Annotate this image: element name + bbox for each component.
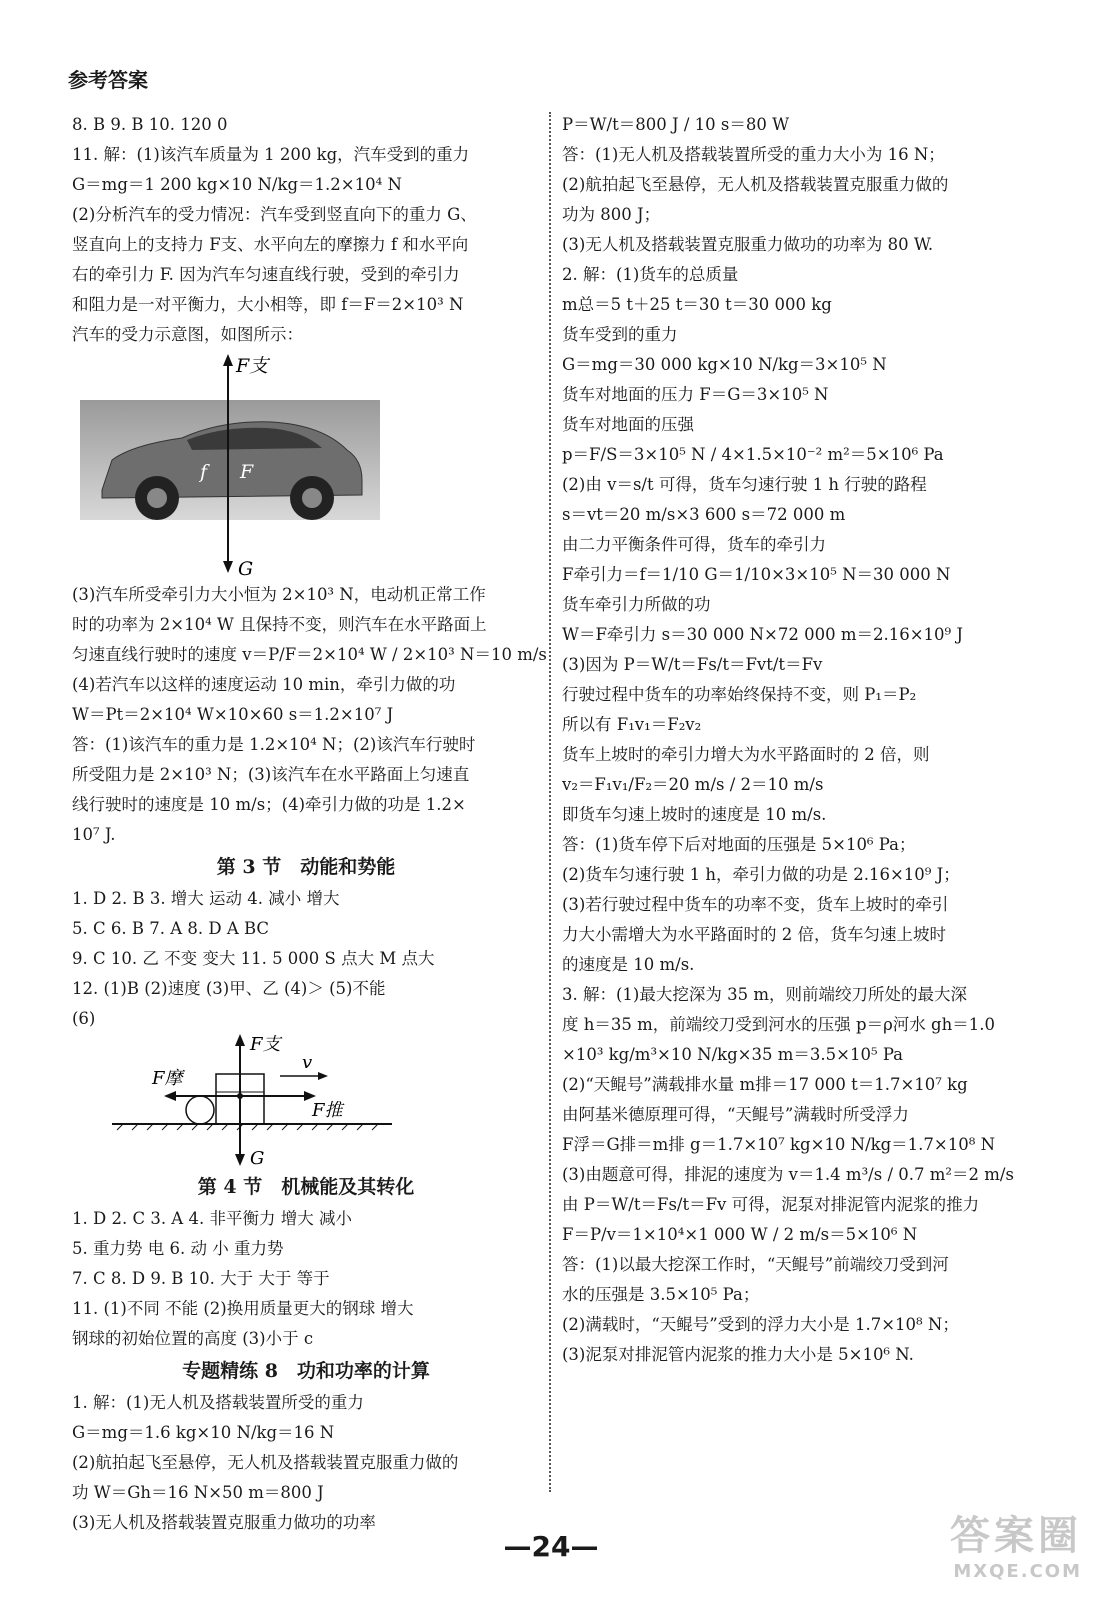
section-3-answers (72, 884, 540, 1034)
text-line: 5. 重力势 电 6. 动 小 重力势 (72, 1239, 284, 1258)
gravity-label: G (238, 558, 254, 580)
text-line: 货车对地面的压强 (562, 415, 694, 434)
text-line: (3)泥泵对排泥管内泥浆的推力大小是 5×10⁶ N. (562, 1345, 914, 1364)
text-line: (2)航拍起飞至悬停，无人机及搭载装置克服重力做的 (72, 1453, 459, 1472)
watermark-logo: 答案圈 (950, 1513, 1082, 1559)
text-line: 时的功率为 2×10⁴ W 且保持不变，则汽车在水平路面上 (72, 615, 487, 634)
text-line: 答：(1)该汽车的重力是 1.2×10⁴ N；(2)该汽车行驶时 (72, 735, 476, 754)
text-line: 2. 解：(1)货车的总质量 (562, 265, 739, 284)
text-line: (2)满载时，“天鲲号”受到的浮力大小是 1.7×10⁸ N； (562, 1315, 959, 1334)
text-line: 1. 解：(1)无人机及搭载装置所受的重力 (72, 1393, 364, 1412)
special-8-answers (72, 1388, 540, 1538)
support-force-label: F支 (236, 355, 269, 377)
page-number: —24— (503, 1530, 599, 1563)
text-line: 力大小需增大为水平路面时的 2 倍，货车匀速上坡时 (562, 925, 946, 944)
watermark-url: MXQE.COM (953, 1561, 1082, 1582)
text-line: (3)无人机及搭载装置克服重力做功的功率为 80 W. (562, 235, 934, 254)
text-line: 8. B 9. B 10. 120 0 (72, 115, 228, 134)
text-line: (2)由 v＝s/t 可得，货车匀速行驶 1 h 行驶的路程 (562, 475, 927, 494)
text-line: 答：(1)货车停下后对地面的压强是 5×10⁶ Pa； (562, 835, 916, 854)
traction-label: F (240, 461, 254, 483)
text-line: 1. D 2. C 3. A 4. 非平衡力 增大 减小 (72, 1209, 352, 1228)
text-line: (3)由题意可得，排泥的速度为 v＝1.4 m³/s / 0.7 m²＝2 m/s (562, 1165, 1014, 1184)
text-line: W＝F牵引力 s＝30 000 N×72 000 m＝2.16×10⁹ J (562, 625, 964, 644)
watermark (950, 1504, 1082, 1582)
text-line: 由阿基米德原理可得，“天鲲号”满载时所受浮力 (562, 1105, 909, 1124)
text-line: (2)分析汽车的受力情况：汽车受到竖直向下的重力 G、 (72, 205, 477, 224)
text-line: (6) (72, 1009, 96, 1028)
car-force-diagram (72, 350, 540, 580)
text-line: 由二力平衡条件可得，货车的牵引力 (562, 535, 826, 554)
page-header: 参考答案 (68, 68, 148, 92)
text-line: 由 P＝W/t＝Fs/t＝Fv 可得，泥泵对排泥管内泥浆的推力 (562, 1195, 980, 1214)
block-force-svg (72, 1034, 540, 1170)
text-line: 9. C 10. 乙 不变 变大 11. 5 000 S 点大 M 点大 (72, 949, 435, 968)
text-line: v₂＝F₁v₁/F₂＝20 m/s / 2＝10 m/s (562, 775, 824, 794)
text-line: 钢球的初始位置的高度 (3)小于 c (72, 1329, 314, 1348)
block-force-diagram (72, 1034, 540, 1170)
text-line: 10⁷ J. (72, 825, 116, 844)
text-line: 货车受到的重力 (562, 325, 678, 344)
text-line: 所受阻力是 2×10³ N；(3)该汽车在水平路面上匀速直 (72, 765, 470, 784)
f-support-label: F支 (250, 1034, 281, 1055)
text-line: 5. C 6. B 7. A 8. D A BC (72, 919, 270, 938)
text-line: (3)汽车所受牵引力大小恒为 2×10³ N，电动机正常工作 (72, 585, 486, 604)
special-8-title: 专题精练 8 功和功率的计算 (182, 1360, 430, 1382)
text-line: 功为 800 J； (562, 205, 661, 224)
text-line: 即货车匀速上坡时的速度是 10 m/s. (562, 805, 827, 824)
text-line: 竖直向上的支持力 F支、水平向左的摩擦力 f 和水平向 (72, 235, 469, 254)
text-line: 货车上坡时的牵引力增大为水平路面时的 2 倍，则 (562, 745, 930, 764)
text-line: 货车对地面的压力 F＝G＝3×10⁵ N (562, 385, 829, 404)
section-4-title: 第 4 节 机械能及其转化 (197, 1176, 415, 1198)
text-line: (3)无人机及搭载装置克服重力做功的功率 (72, 1513, 376, 1532)
text-line: 右的牵引力 F. 因为汽车匀速直线行驶，受到的牵引力 (72, 265, 460, 284)
g-label: G (250, 1148, 265, 1169)
text-line: 11. (1)不同 不能 (2)换用质量更大的钢球 增大 (72, 1299, 414, 1318)
velocity-label: v (302, 1052, 313, 1073)
text-line: (2)航拍起飞至悬停，无人机及搭载装置克服重力做的 (562, 175, 949, 194)
text-line: (4)若汽车以这样的速度运动 10 min，牵引力做的功 (72, 675, 456, 694)
text-line: ×10³ kg/m³×10 N/kg×35 m＝3.5×10⁵ Pa (562, 1045, 904, 1064)
text-line: 行驶过程中货车的功率始终保持不变，则 P₁＝P₂ (562, 685, 917, 704)
text-line: F＝P/v＝1×10⁴×1 000 W / 2 m/s＝5×10⁶ N (562, 1225, 918, 1244)
text-line: (2)货车匀速行驶 1 h，牵引力做的功是 2.16×10⁹ J； (562, 865, 960, 884)
text-line: 和阻力是一对平衡力，大小相等，即 f＝F＝2×10³ N (72, 295, 464, 314)
text-line: 3. 解：(1)最大挖深为 35 m，则前端绞刀所处的最大深 (562, 985, 967, 1004)
left-column (72, 110, 547, 1538)
text-line: m总＝5 t＋25 t＝30 t＝30 000 kg (562, 295, 832, 314)
text-line: 汽车的受力示意图，如图所示： (72, 325, 303, 344)
right-column (562, 110, 1036, 1370)
text-line: 7. C 8. D 9. B 10. 大于 大于 等于 (72, 1269, 330, 1288)
text-line: 度 h＝35 m，前端绞刀受到河水的压强 p＝ρ河水 gh＝1.0 (562, 1015, 995, 1034)
text-line: 所以有 F₁v₁＝F₂v₂ (562, 715, 702, 734)
text-line: 功 W＝Gh＝16 N×50 m＝800 J (72, 1483, 324, 1502)
text-line: 线行驶时的速度是 10 m/s；(4)牵引力做的功是 1.2× (72, 795, 466, 814)
text-line: F牵引力＝f＝1/10 G＝1/10×3×10⁵ N＝30 000 N (562, 565, 951, 584)
car-force-svg (72, 350, 540, 580)
text-line: 水的压强是 3.5×10⁵ Pa； (562, 1285, 760, 1304)
friction-label: f (200, 461, 208, 483)
ball (186, 1096, 214, 1124)
text-line: 1. D 2. B 3. 增大 运动 4. 减小 增大 (72, 889, 340, 908)
text-line: P＝W/t＝800 J / 10 s＝80 W (562, 115, 790, 134)
text-line: 11. 解：(1)该汽车质量为 1 200 kg，汽车受到的重力 (72, 145, 470, 164)
text-line: (3)因为 P＝W/t＝Fs/t＝Fvt/t＝Fv (562, 655, 823, 674)
text-line: G＝mg＝1.6 kg×10 N/kg＝16 N (72, 1423, 335, 1442)
text-line: p＝F/S＝3×10⁵ N / 4×1.5×10⁻² m²＝5×10⁶ Pa (562, 445, 944, 464)
text-line: 12. (1)B (2)速度 (3)甲、乙 (4)＞ (5)不能 (72, 979, 386, 998)
section-4-answers (72, 1204, 540, 1354)
text-line: 匀速直线行驶时的速度 v＝P/F＝2×10⁴ W / 2×10³ N＝10 m/s (72, 645, 547, 664)
answers-chapter-top (72, 110, 540, 350)
text-line: 的速度是 10 m/s. (562, 955, 695, 974)
section-3-title: 第 3 节 动能和势能 (216, 856, 396, 878)
f-push-label: F推 (312, 1100, 343, 1121)
text-line: (3)若行驶过程中货车的功率不变，货车上坡时的牵引 (562, 895, 949, 914)
text-line: (2)“天鲲号”满载排水量 m排＝17 000 t＝1.7×10⁷ kg (562, 1075, 968, 1094)
text-line: 答：(1)以最大挖深工作时，“天鲲号”前端绞刀受到河 (562, 1255, 949, 1274)
text-line: 答：(1)无人机及搭载装置所受的重力大小为 16 N； (562, 145, 945, 164)
column-divider (549, 112, 551, 1492)
text-line: s＝vt＝20 m/s×3 600 s＝72 000 m (562, 505, 846, 524)
text-line: W＝Pt＝2×10⁴ W×10×60 s＝1.2×10⁷ J (72, 705, 394, 724)
f-friction-label: F摩 (152, 1068, 183, 1089)
text-line: G＝mg＝1 200 kg×10 N/kg＝1.2×10⁴ N (72, 175, 402, 194)
text-line: 货车牵引力所做的功 (562, 595, 711, 614)
text-line: F浮＝G排＝m排 g＝1.7×10⁷ kg×10 N/kg＝1.7×10⁸ N (562, 1135, 996, 1154)
text-line: G＝mg＝30 000 kg×10 N/kg＝3×10⁵ N (562, 355, 887, 374)
answers-chapter-mid (72, 580, 547, 850)
